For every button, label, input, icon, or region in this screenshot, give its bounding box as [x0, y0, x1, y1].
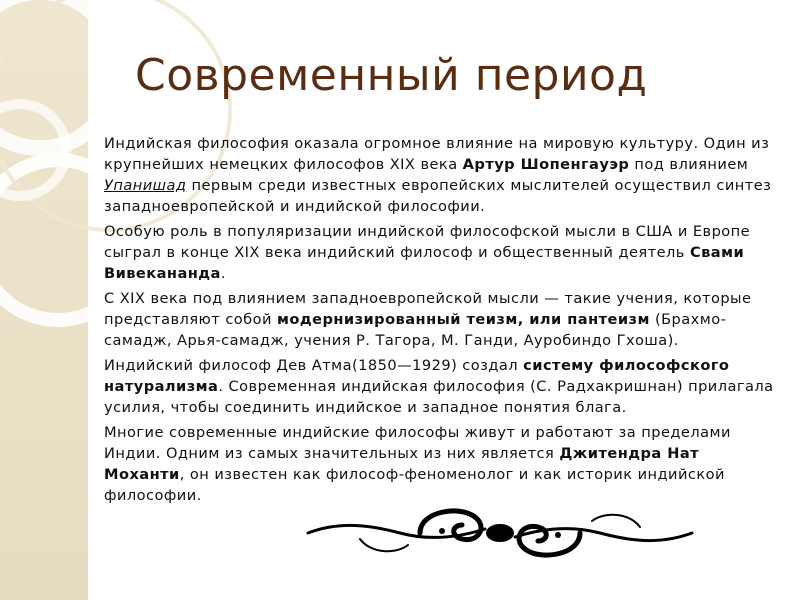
paragraph-text: Многие современные индийские философы живут и работают за пределами Индии. Одним из самых значительных из них является — [104, 424, 731, 462]
paragraph-4 — [104, 355, 784, 418]
paragraph-text: (Брахмо-самадж, Арья-самадж, учения Р. Тагора, М. Ганди, Ауробиндо Гхоша). — [104, 311, 727, 349]
bold-term: Джитендра Нат Моханти — [104, 445, 700, 483]
bold-term: Свами Вивекананда — [104, 244, 745, 282]
paragraph-text: Индийская философия оказала огромное влияние на мировую культуру. Один из крупнейших немецких философов XIX века — [104, 135, 770, 173]
slide-title: Современный период — [135, 50, 648, 101]
paragraph-text: , он известен как философ-феноменолог и как историк индийской философии. — [104, 466, 725, 504]
paragraph-text: Индийский философ Дев Атма(1850—1929) создал — [104, 357, 524, 374]
paragraph-3 — [104, 288, 784, 351]
paragraph-text: первым среди известных европейских мыслителей осуществил синтез западноевропейской и индийской философии. — [104, 177, 772, 215]
paragraph-text: . — [220, 265, 226, 282]
paragraph-text: под влиянием — [629, 156, 749, 173]
bold-term: модернизированный теизм, или пантеизм — [277, 311, 650, 328]
slide-body — [104, 133, 784, 510]
bold-term: Артур Шопенгауэр — [462, 156, 630, 173]
bold-term: систему философского натурализма — [104, 357, 730, 395]
paragraph-text: С XIX века под влиянием западноевропейской мысли — такие учения, которые представляют собой — [104, 290, 752, 328]
paragraph-2 — [104, 221, 784, 284]
upanishads-link[interactable]: Упанишад — [104, 177, 187, 194]
ornamental-flourish — [300, 493, 700, 573]
paragraph-text: Особую роль в популяризации индийской философской мысли в США и Европе сыграл в конце XIX века индийский философ и общественный деятель — [104, 223, 751, 261]
paragraph-1 — [104, 133, 784, 217]
paragraph-text: . Современная индийская философия (С. Радхакришнан) прилагала усилия, чтобы соединить индийское и западное понятия блага. — [104, 378, 774, 416]
